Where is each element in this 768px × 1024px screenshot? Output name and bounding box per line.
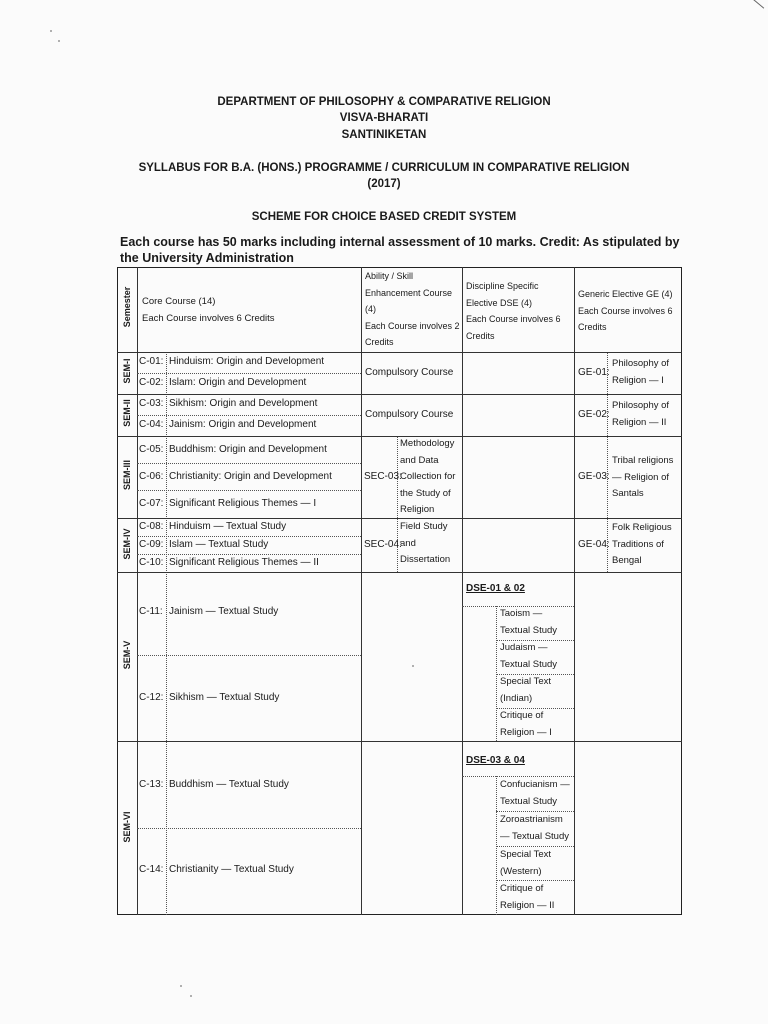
course-code: C-09: [139, 539, 164, 550]
row-divider [137, 490, 361, 491]
ge-name: Tribal religions — Religion of Santals [612, 455, 674, 499]
semester-header: Semester [122, 286, 132, 328]
course-name: Hinduism: Origin and Development [169, 356, 325, 367]
dse-header: Discipline Specific Elective DSE (4) Each Course involves 6 Credits [466, 281, 561, 341]
sec-code: SEC-03: [364, 471, 402, 482]
dse-item: Taoism — Textual Study [500, 608, 558, 636]
scan-speck [180, 985, 182, 987]
sec-name: Methodology and Data Collection for the Study of Religion [400, 438, 456, 515]
course-name: Islam: Origin and Development [169, 377, 307, 388]
course-code: C-07: [139, 498, 164, 509]
aec-header: Ability / Skill Enhancement Course (4) Each Course involves 2 Credits [365, 271, 460, 347]
dse-item: Special Text (Indian) [500, 676, 552, 704]
course-name: Sikhism: Origin and Development [169, 398, 318, 409]
semester-label: SEM-II [122, 399, 132, 427]
course-name: Significant Religious Themes — II [169, 557, 319, 568]
ge-code: GE-01: [578, 367, 610, 378]
course-code: C-14: [139, 864, 164, 875]
course-code: C-01: [139, 356, 164, 367]
dse-item: Critique of Religion — I [500, 710, 552, 738]
ge-code: GE-02: [578, 409, 610, 420]
course-code: C-08: [139, 521, 164, 532]
semester-label: SEM-III [122, 460, 132, 491]
row-divider [117, 352, 682, 353]
ge-name: Philosophy of Religion — I [612, 358, 670, 386]
ge-name: Philosophy of Religion — II [612, 400, 670, 428]
row-divider [137, 415, 361, 416]
university-name: VISVA-BHARATI [339, 112, 429, 124]
scan-speck [190, 995, 192, 997]
course-code: C-04: [139, 419, 164, 430]
syllabus-title: SYLLABUS FOR B.A. (HONS.) PROGRAMME / CURRICULUM IN COMPARATIVE RELIGION [138, 162, 630, 174]
course-code: C-12: [139, 692, 164, 703]
row-divider [117, 394, 682, 395]
row-divider [137, 828, 361, 829]
dse-item: Critique of Religion — II [500, 883, 555, 911]
course-name: Jainism: Origin and Development [169, 419, 317, 430]
course-name: Buddhism — Textual Study [169, 779, 289, 790]
course-code: C-02: [139, 377, 164, 388]
row-divider [137, 463, 361, 464]
scan-mark [750, 0, 764, 9]
dse-item: Special Text (Western) [500, 849, 552, 877]
dse-item: Judaism — Textual Study [500, 642, 558, 670]
ge-code: GE-04: [578, 539, 610, 550]
course-code: C-13: [139, 779, 164, 790]
ge-name: Folk Religious Traditions of Bengal [612, 522, 672, 566]
course-name: Islam — Textual Study [169, 539, 269, 550]
course-name: Sikhism — Textual Study [169, 692, 280, 703]
course-name: Christianity: Origin and Development [169, 471, 332, 482]
scan-speck [58, 40, 60, 42]
course-code: C-10: [139, 557, 164, 568]
semester-label: SEM-VI [122, 811, 132, 843]
aec-course: Compulsory Course [365, 409, 454, 420]
scheme-title: SCHEME FOR CHOICE BASED CREDIT SYSTEM [251, 211, 517, 223]
row-divider [117, 572, 682, 573]
col-divider [361, 267, 362, 915]
course-code: C-11: [139, 606, 163, 617]
course-code: C-05: [139, 444, 164, 455]
course-name: Hinduism — Textual Study [169, 521, 287, 532]
department-title: DEPARTMENT OF PHILOSOPHY & COMPARATIVE RELIGION [217, 96, 551, 108]
course-name: Christianity — Textual Study [169, 864, 294, 875]
col-divider [462, 267, 463, 915]
location-name: SANTINIKETAN [341, 129, 427, 141]
scan-speck [50, 30, 52, 32]
ge-code: GE-03: [578, 471, 610, 482]
semester-label: SEM-V [122, 640, 132, 670]
dse-item: Zoroastrianism — Textual Study [500, 814, 570, 842]
course-name: Jainism — Textual Study [169, 606, 279, 617]
course-code: C-03: [139, 398, 164, 409]
syllabus-year: (2017) [367, 178, 401, 190]
aec-course: Compulsory Course [365, 367, 454, 378]
course-name: Buddhism: Origin and Development [169, 444, 327, 455]
row-divider [137, 373, 361, 374]
intro-text: Each course has 50 marks including internal assessment of 10 marks. Credit: As stipulated by the University Administration [120, 235, 680, 265]
row-divider [137, 655, 361, 656]
course-code: C-06: [139, 471, 164, 482]
row-divider [117, 741, 682, 742]
dse-group-title: DSE-03 & 04 [466, 755, 525, 766]
semester-label: SEM-I [122, 358, 132, 384]
dse-group-title: DSE-01 & 02 [466, 583, 525, 594]
core-course-header: Core Course (14) Each Course involves 6 Credits [142, 296, 275, 324]
sec-code: SEC-04: [364, 539, 402, 550]
semester-label: SEM-IV [122, 528, 132, 560]
sec-name: Field Study and Dissertation [400, 521, 451, 565]
col-divider [137, 267, 138, 915]
dse-item: Confucianism — Textual Study [500, 779, 570, 807]
scan-speck [412, 665, 414, 667]
course-name: Significant Religious Themes — I [169, 498, 317, 509]
ge-header: Generic Elective GE (4) Each Course involves 6 Credits [578, 289, 673, 332]
